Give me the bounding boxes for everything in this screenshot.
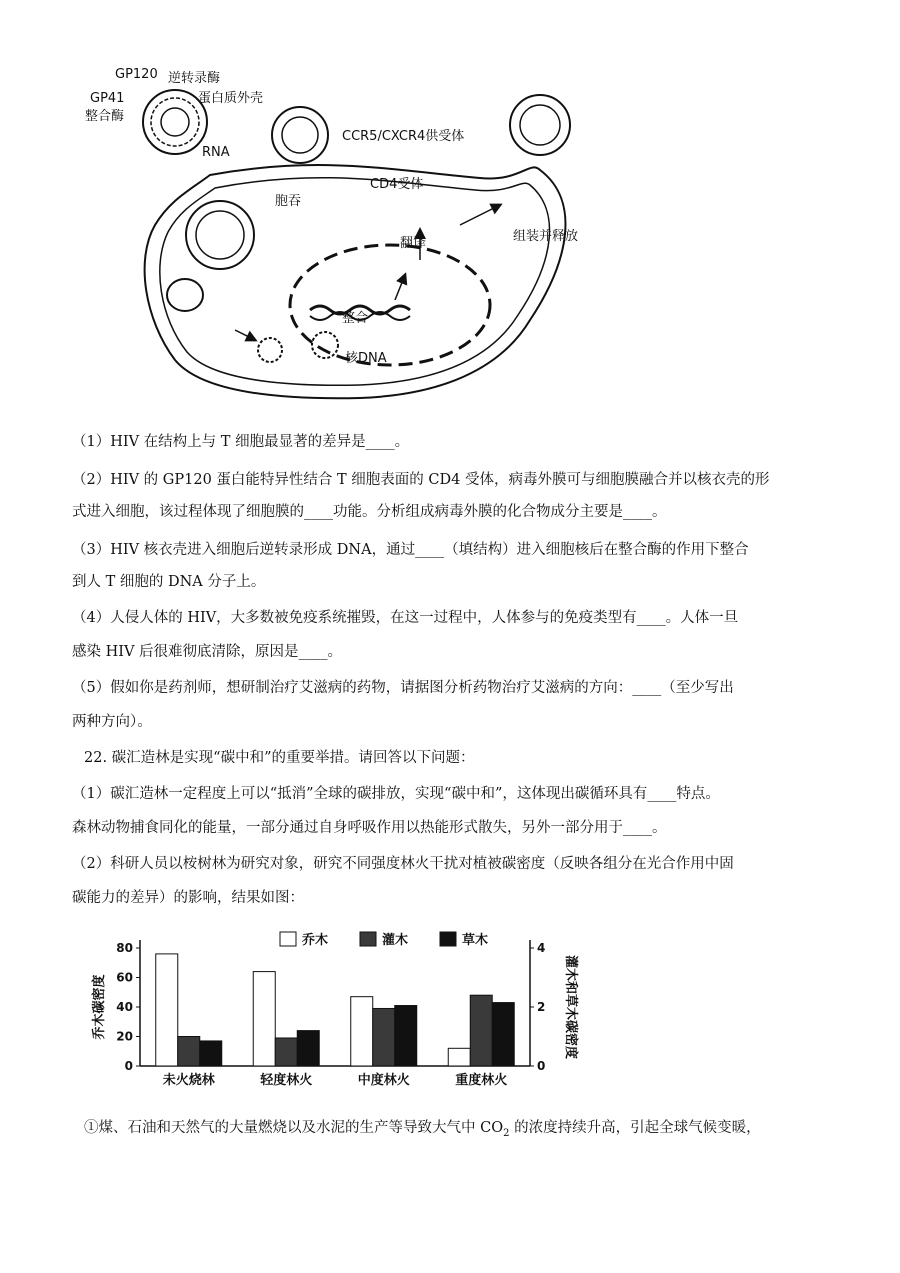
- question-22-3-line: [84, 1118, 844, 1144]
- left-tick-label: 0: [124, 1059, 133, 1073]
- endocytosis-vesicle: [186, 201, 254, 269]
- legend-swatch-乔木: [280, 932, 296, 946]
- bar-草木: [492, 1003, 514, 1066]
- question-2-line-2: 式进入细胞，该过程体现了细胞膜的____功能。分析组成病毒外膜的化合物成分主要是____。: [72, 504, 667, 520]
- question-22-3-pre: ①煤、石油和天然气的大量燃烧以及水泥的生产等导致大气中 CO: [84, 1120, 504, 1136]
- circular-dna-2: [312, 332, 338, 358]
- hiv-lifecycle-diagram: [60, 60, 660, 420]
- question-22-2-line-2: 碳能力的差异）的影响，结果如图：: [72, 890, 304, 906]
- carbon-density-chart: [85, 928, 585, 1098]
- legend-label: 灌木: [382, 933, 409, 948]
- category-label: 中度林火: [357, 1073, 410, 1088]
- question-2-line-1: （2）HIV 的 GP120 蛋白能特异性结合 T 细胞表面的 CD4 受体，病毒外膜可与细胞膜融合并以核衣壳的形: [72, 472, 770, 488]
- category-label: 未火烧林: [162, 1073, 215, 1088]
- virus-particle-binding: [272, 107, 328, 163]
- label-rna: RNA: [202, 145, 230, 160]
- question-22-2-line-1: （2）科研人员以桉树林为研究对象，研究不同强度林火干扰对植被碳密度（反映各组分在光合作用中固: [72, 856, 734, 872]
- question-22-1-line-2: 森林动物捕食同化的能量，一部分通过自身呼吸作用以热能形式散失，另外一部分用于____。: [72, 820, 667, 836]
- right-tick-label: 4: [537, 941, 546, 955]
- label-coreceptor: CCR5/CXCR4供受体: [342, 129, 465, 144]
- question-22-3-post: 的浓度持续升高，引起全球气候变暖，: [509, 1120, 761, 1136]
- bar-草木: [200, 1041, 222, 1066]
- bar-乔木: [448, 1048, 470, 1066]
- bar-灌木: [275, 1038, 297, 1066]
- legend-label: 草木: [462, 933, 489, 948]
- legend-label: 乔木: [302, 933, 329, 948]
- capsid-in-cytoplasm: [167, 279, 203, 311]
- label-integration: 整合: [342, 311, 369, 326]
- left-tick-label: 20: [116, 1029, 133, 1044]
- virus-particle-released: [510, 95, 570, 155]
- right-axis-label: 灌木和草木碳密度: [563, 954, 578, 1060]
- label-endocytosis: 胞吞: [275, 194, 302, 209]
- legend-swatch-草木: [440, 932, 456, 946]
- left-tick-label: 40: [116, 1000, 133, 1014]
- left-axis-label: 乔木碳密度: [92, 974, 107, 1040]
- question-22-stem: 22. 碳汇造林是实现“碳中和”的重要举措。请回答以下问题：: [84, 750, 475, 766]
- category-label: 轻度林火: [260, 1073, 313, 1088]
- label-assembly: 组装并释放: [513, 229, 579, 244]
- question-4-line-1: （4）人侵人体的 HIV，大多数被免疫系统摧毁，在这一过程中，人体参与的免疫类型有____。人体一旦: [72, 610, 739, 626]
- bar-草木: [395, 1006, 417, 1066]
- question-5-line-2: 两种方向）。: [72, 714, 152, 730]
- left-tick-label: 80: [116, 941, 133, 955]
- right-tick-label: 2: [537, 1000, 546, 1014]
- co2-subscript: 2: [503, 1127, 510, 1139]
- bar-乔木: [351, 997, 373, 1066]
- label-nuclear-dna: 核DNA: [345, 351, 387, 366]
- bar-草木: [297, 1031, 319, 1066]
- bar-灌木: [373, 1008, 395, 1066]
- bar-乔木: [253, 972, 275, 1066]
- question-22-1-line-1: （1）碳汇造林一定程度上可以“抵消”全球的碳排放，实现“碳中和”，这体现出碳循环具有____特点。: [72, 786, 720, 802]
- bar-乔木: [156, 954, 178, 1066]
- bar-灌木: [178, 1037, 200, 1067]
- label-integrase: 整合酶: [85, 109, 125, 124]
- question-5-line-1: （5）假如你是药剂师，想研制治疗艾滋病的药物，请据图分析药物治疗艾滋病的方向：____（至少写出: [72, 680, 734, 696]
- bar-灌木: [470, 995, 492, 1066]
- label-gp120: GP120: [115, 67, 158, 82]
- question-3-line-1: （3）HIV 核衣壳进入细胞后逆转录形成 DNA，通过____（填结构）进入细胞核后在整合酶的作用下整合: [72, 542, 749, 558]
- label-cd4: CD4受体: [370, 177, 424, 192]
- legend-swatch-灌木: [360, 932, 376, 946]
- circular-dna-1: [258, 338, 282, 362]
- label-translation: 翻译: [400, 236, 427, 251]
- label-capsid: 蛋白质外壳: [198, 91, 264, 106]
- label-gp41: GP41: [90, 91, 125, 106]
- right-tick-label: 0: [537, 1059, 546, 1073]
- question-4-line-2: 感染 HIV 后很难彻底清除，原因是____。: [72, 644, 343, 660]
- left-tick-label: 60: [116, 970, 133, 985]
- category-label: 重度林火: [455, 1073, 508, 1088]
- question-3-line-2: 到人 T 细胞的 DNA 分子上。: [72, 574, 266, 590]
- label-reverse-transcriptase: 逆转录酶: [168, 71, 221, 86]
- question-1: （1）HIV 在结构上与 T 细胞最显著的差异是____。: [72, 434, 410, 450]
